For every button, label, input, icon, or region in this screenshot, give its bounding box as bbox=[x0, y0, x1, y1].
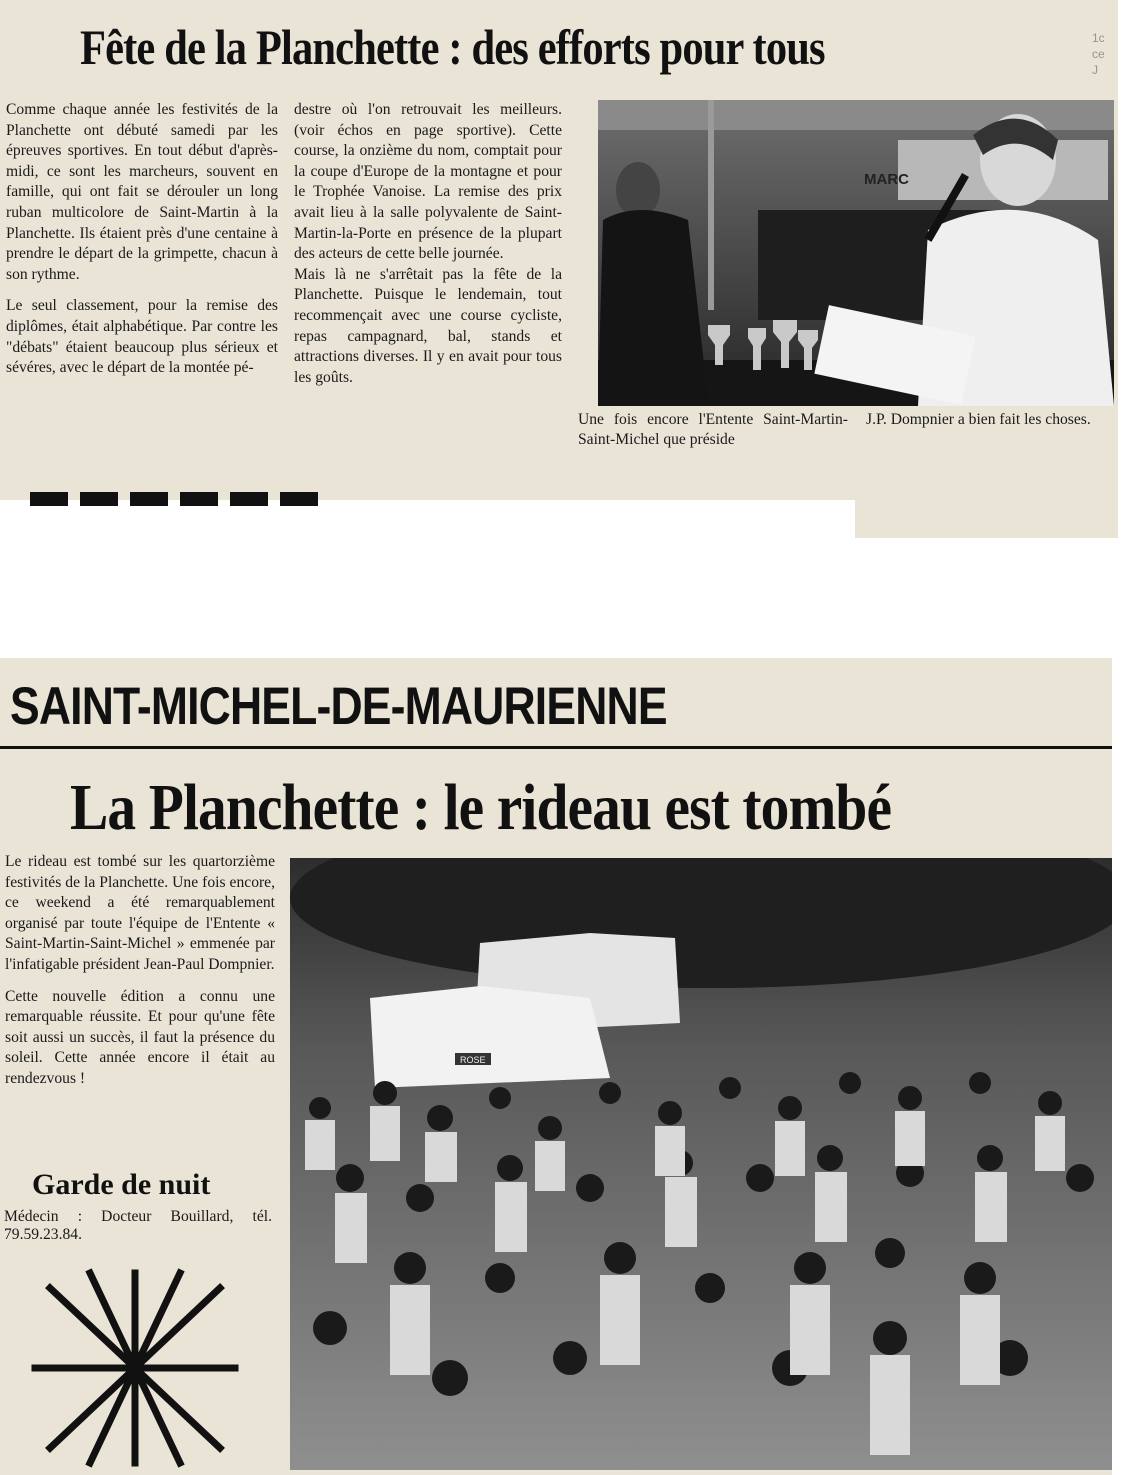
article1-column-1 bbox=[6, 100, 278, 390]
town-heading: SAINT-MICHEL-DE-MAURIENNE bbox=[10, 677, 667, 736]
article1-photo bbox=[598, 100, 1114, 406]
article1-caption-left: Une fois encore l'Entente Saint-Martin-Saint-Michel que préside bbox=[578, 411, 848, 448]
article1-column-2 bbox=[294, 100, 562, 399]
van-label: ROSE bbox=[460, 1055, 486, 1065]
article2-crowd-photo bbox=[290, 858, 1112, 1470]
article1-headline: Fête de la Planchette : des efforts pour tous bbox=[80, 19, 825, 75]
starburst-icon bbox=[30, 1268, 240, 1468]
awards-ceremony-photo-illustration bbox=[598, 100, 1114, 406]
torn-headline-fragment bbox=[30, 492, 320, 506]
bleed-through-text: 1c ce J bbox=[1092, 31, 1105, 77]
article1-col1-paragraph-1: Comme chaque année les festivités de la Planchette ont débuté samedi par les épreuves sportives. En tout début d'après-midi, ce sont les marcheurs, souvent en famille, qui ont fait se dérouler un long ruban multicolore de Saint-Martin à la Planchette. Ils étaient près d'une centaine à prendre le départ de la grimpette, chacun à son rythme. bbox=[6, 101, 278, 283]
crowd-photo-illustration bbox=[290, 858, 1112, 1470]
garde-de-nuit-title: Garde de nuit bbox=[32, 1168, 211, 1201]
photo-sign-text: MARC bbox=[864, 171, 909, 188]
heading-rule bbox=[0, 746, 1112, 749]
article2-paragraph-1: Le rideau est tombé sur les quartorzième festivités de la Planchette. Une fois encore, ce weekend a été remarquablement organisé par toute l'équipe de l'Entente « Saint-Martin-Saint-Michel » emmenée par l'infatigable président Jean-Paul Dompnier. bbox=[5, 853, 275, 973]
article2-column bbox=[5, 852, 275, 1101]
article1-caption-right: J.P. Dompnier a bien fait les choses. bbox=[866, 411, 1091, 428]
article1-col1-paragraph-2: Le seul classement, pour la remise des diplômes, était alphabétique. Par contre les "débats" étaient beaucoup plus sérieux et sévéres, avec le départ de la montée pé- bbox=[6, 297, 278, 377]
article1-col2-paragraph-1: destre où l'on retrouvait les meilleurs. (voir échos en page sportive). Cette course, la onzième du nom, comptait pour la coupe d'Europe de la montagne et pour le Trophée Vanoise. La remise des prix avait lieu à la salle polyvalente de Saint-Martin-la-Porte en présence de la plupart des acteurs de cette belle journée. bbox=[294, 101, 562, 263]
article2-paragraph-2: Cette nouvelle édition a connu une remarquable réussite. Et pour qu'une fête soit aussi un succès, il faut la présence du soleil. Cette année encore il était au rendezvous ! bbox=[5, 987, 275, 1087]
article1-col2-paragraph-2: Mais là ne s'arrêtait pas la fête de la Planchette. Puisque le lendemain, tout recommençait avec une course cycliste, repas campagnard, bal, stands et attractions diverses. Il y en avait pour tous les goûts. bbox=[294, 265, 562, 386]
article2-headline: La Planchette : le rideau est tombé bbox=[70, 771, 892, 844]
garde-de-nuit-text: Médecin : Docteur Bouillard, tél. 79.59.23.84. bbox=[4, 1208, 272, 1243]
